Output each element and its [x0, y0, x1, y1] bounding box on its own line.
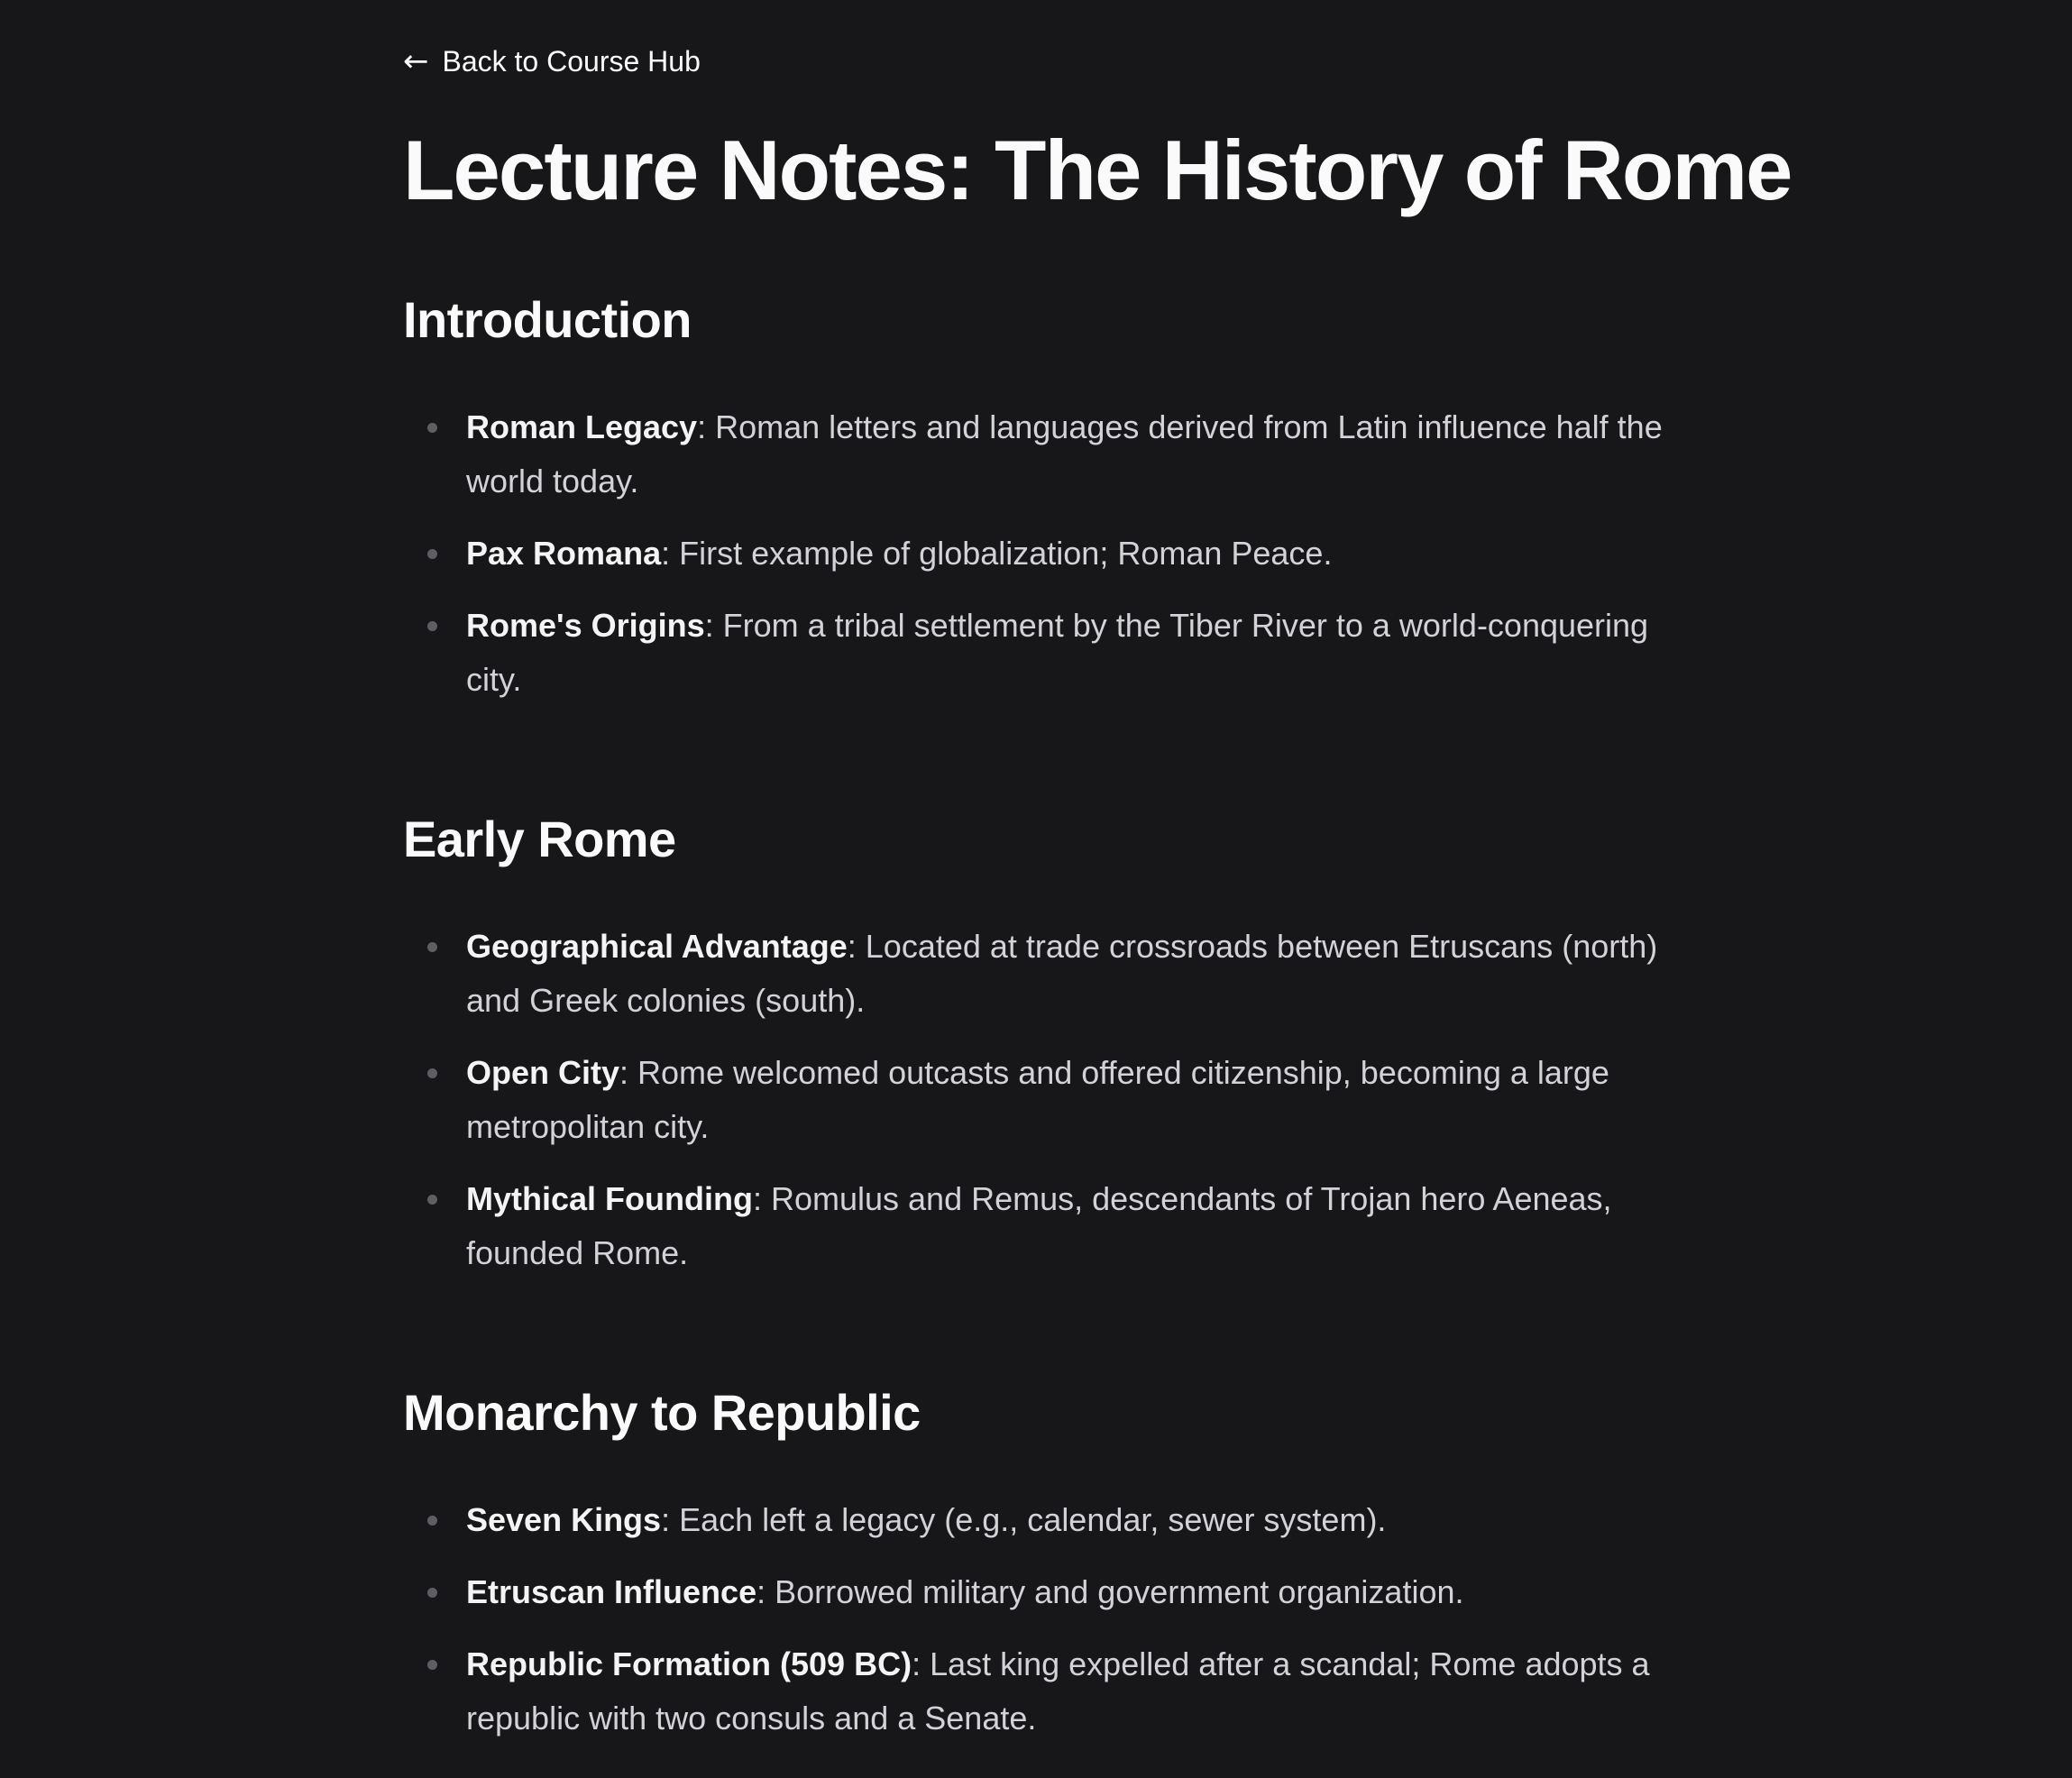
term-description: : Roman letters and languages derived from Latin influence half the world today.	[466, 408, 1663, 499]
bullet-icon	[427, 1660, 437, 1670]
bullet-icon	[427, 423, 437, 433]
list-item	[403, 527, 1692, 581]
bullet-icon	[427, 1516, 437, 1526]
term-description: : Romulus and Remus, descendants of Trojan hero Aeneas, founded Rome.	[466, 1180, 1612, 1271]
term-description: : Located at trade crossroads between Etruscans (north) and Greek colonies (south).	[466, 928, 1658, 1019]
list-item	[403, 920, 1692, 1028]
list-item	[403, 1637, 1692, 1746]
section-monarchy-to-republic	[403, 1384, 2072, 1746]
term-description: : Last king expelled after a scandal; Rome adopts a republic with two consuls and a Senate.	[466, 1645, 1650, 1737]
back-link-label: Back to Course Hub	[442, 45, 701, 78]
bullet-icon	[427, 621, 437, 631]
bullet-icon	[427, 942, 437, 952]
term-label: Geographical Advantage	[466, 928, 848, 965]
bullet-icon	[427, 549, 437, 559]
term-label: Seven Kings	[466, 1501, 662, 1538]
bullet-list	[403, 920, 1692, 1280]
section-heading: Early Rome	[403, 811, 676, 867]
term-description: : Rome welcomed outcasts and offered citizenship, becoming a large metropolitan city.	[466, 1054, 1609, 1145]
bullet-list	[403, 400, 1692, 707]
list-item	[403, 599, 1692, 707]
term-label: Open City	[466, 1054, 620, 1091]
list-item	[403, 1493, 1692, 1547]
back-link[interactable]	[403, 43, 701, 79]
term-description: : Borrowed military and government organization.	[756, 1573, 1464, 1610]
term-label: Etruscan Influence	[466, 1573, 757, 1610]
bullet-icon	[427, 1588, 437, 1598]
bullet-list	[403, 1493, 1692, 1746]
term-label: Republic Formation (509 BC)	[466, 1645, 912, 1682]
term-description: : Each left a legacy (e.g., calendar, sewer system).	[661, 1501, 1387, 1538]
list-item	[403, 1565, 1692, 1619]
bullet-icon	[427, 1195, 437, 1205]
section-introduction	[403, 291, 2072, 707]
left-arrow-icon: ←	[403, 43, 429, 79]
term-label: Roman Legacy	[466, 408, 698, 445]
section-heading: Introduction	[403, 291, 692, 348]
term-label: Mythical Founding	[466, 1180, 753, 1217]
list-item	[403, 1172, 1692, 1280]
list-item	[403, 1046, 1692, 1154]
term-description: : From a tribal settlement by the Tiber River to a world-conquering city.	[466, 607, 1649, 698]
section-early-rome	[403, 811, 2072, 1280]
bullet-icon	[427, 1068, 437, 1078]
page-title: Lecture Notes: The History of Rome	[403, 123, 1792, 217]
list-item	[403, 400, 1692, 509]
section-heading: Monarchy to Republic	[403, 1384, 921, 1441]
term-description: : First example of globalization; Roman Peace.	[661, 535, 1333, 572]
term-label: Rome's Origins	[466, 607, 705, 644]
term-label: Pax Romana	[466, 535, 662, 572]
